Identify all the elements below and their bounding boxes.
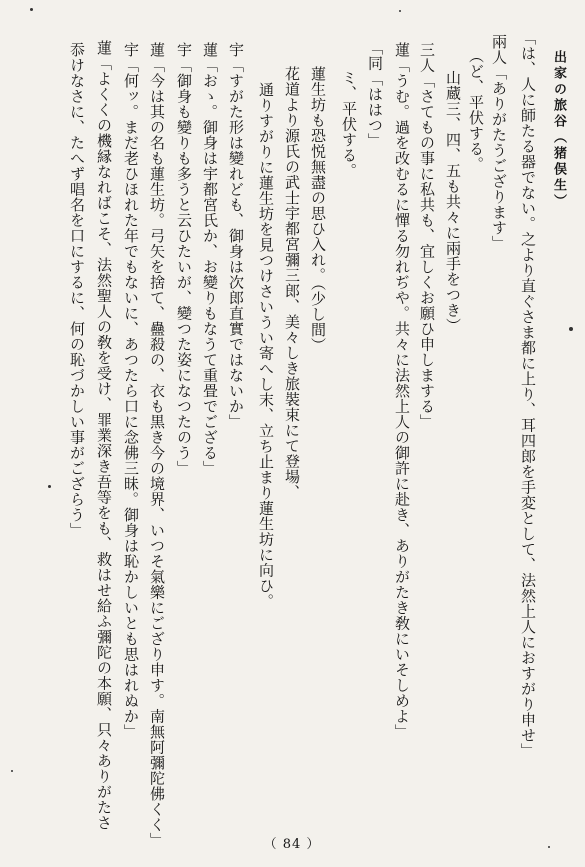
text-column: 蓮「今は其の名も蓮生坊。弓矢を捨て、蠱殺の、衣も黒き今の境界、いつそ氣樂にござり申す。南無阿彌陀佛くく」 bbox=[148, 42, 166, 848]
text-column: 兩人「ありがたうござります」 bbox=[490, 34, 508, 251]
running-header: 出家の旅谷（猪俣生） bbox=[551, 50, 566, 210]
scan-speck bbox=[569, 327, 573, 331]
text-column: 宇「すがた形は變れども、御身は次郎直實ではないか」 bbox=[227, 42, 245, 430]
text-column: 花道より源氏の武士宇都宮彌三郎、美々しき旅裝束にて登場、 bbox=[283, 66, 301, 500]
text-column: 宇「何ッ。まだ老ひほれた年でもないに、あつたら口に念佛三昧。御身は恥かしいとも思はれぬか」 bbox=[122, 42, 140, 740]
scan-speck bbox=[11, 770, 13, 772]
text-column: 三人「さてもの事に私共も、宜しくお願ひ申しまする」 bbox=[418, 42, 436, 430]
scan-speck bbox=[48, 485, 51, 488]
scan-speck bbox=[548, 846, 550, 848]
text-column: 蓮生坊も恐悦無盡の思ひ入れ。（少し間） bbox=[309, 66, 327, 353]
text-column: ミ、平伏する。 bbox=[340, 70, 358, 179]
text-column: 蓮「うむ。過を改むるに憚る勿れぢや。共々に法然上人の御許に赴き、ありがたき敎にいそしめよ」 bbox=[393, 42, 411, 740]
text-column: 忝けなさに、たへず唱名を口にするに、何の恥づかしい事がござらう」 bbox=[68, 42, 86, 538]
page-number: （ 84 ） bbox=[263, 837, 321, 852]
text-column: 「同「ははつ」 bbox=[366, 40, 384, 149]
text-column: 宇「御身も變りも多うと云ひたいが、變つた姿になつたのう」 bbox=[175, 42, 193, 476]
text-column: 山蔵三、四、五も共々に兩手をつき） bbox=[444, 70, 462, 334]
scan-speck bbox=[399, 10, 401, 12]
text-column: 「は、人に師たる器でない。之より直ぐさま都に上り、耳四郎を手変として、法然上人におすがり申せ」 bbox=[519, 30, 537, 759]
text-column: 通りすがりに蓮生坊を見つけさいうい寄へし末、立ち止まり蓮生坊に向ひ。 bbox=[257, 82, 275, 609]
scan-speck bbox=[30, 8, 33, 11]
text-column: （ど、平伏する。 bbox=[467, 48, 485, 172]
text-column: 蓮「おゝ。御身は宇都宮氏か、お變りもなうて重畳でござる」 bbox=[201, 42, 219, 476]
text-column: 蓮「よくくの機縁なればこそ、法然聖人の敎を受け、罪業深き吾等をも、救はせ給ふ彌陀の本願、只々ありがたさ bbox=[95, 40, 113, 831]
